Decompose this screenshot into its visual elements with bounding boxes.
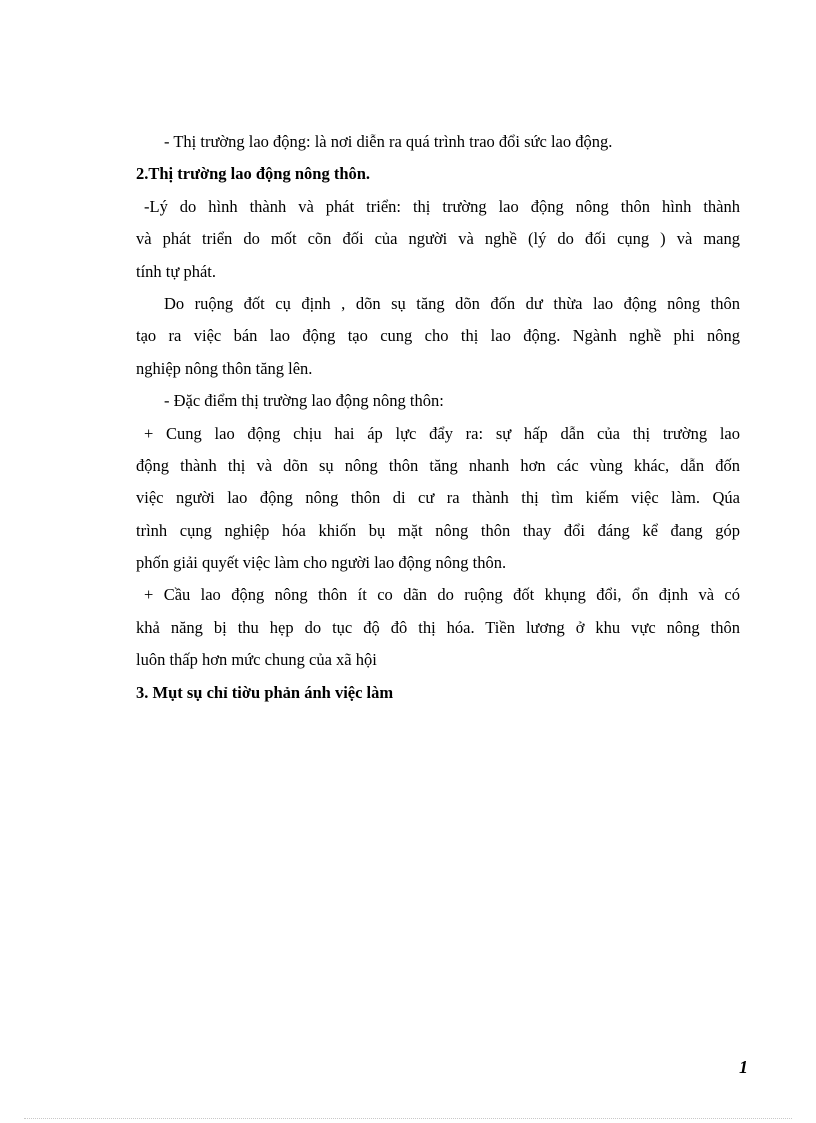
paragraph-line: luôn thấp hơn mức chung của xã hội — [136, 650, 377, 670]
paragraph-labor-market-definition: - Thị trường lao động: là nơi diễn ra quá trình trao đổi sức lao động. — [164, 132, 613, 151]
paragraph-line: động thành thị và dõn sụ nông thôn tăng nhanh hơn các vùng khác, dẫn đốn — [136, 455, 740, 475]
paragraph-line: khả năng bị thu hẹp do tục độ đô thị hóa. Tiền lương ở khu vực nông thôn — [136, 617, 740, 637]
paragraph-line: tạo ra việc bán lao động tạo cung cho thị lao động. Ngành nghề phi nông — [136, 326, 740, 346]
paragraph-line: tính tự phát. — [136, 261, 216, 281]
paragraph-line: và phát triển do mốt cõn đối của người và nghề (lý do đối cụng ) và mang — [136, 229, 740, 249]
paragraph-labor-demand — [136, 579, 740, 676]
heading-employment-indicators: 3. Mụt sụ chỉ tiờu phản ánh việc làm — [136, 682, 394, 702]
paragraph-line: việc người lao động nông thôn di cư ra thành thị tìm kiếm việc làm. Qúa — [136, 488, 740, 508]
paragraph-characteristics-intro: - Đặc điểm thị trường lao động nông thôn: — [164, 391, 444, 411]
paragraph-line: Do ruộng đốt cụ định , dõn sụ tăng dõn đốn dư thừa lao động nông thôn — [164, 293, 740, 313]
paragraph-line: + Cầu lao động nông thôn ít co dãn do ruộng đốt khụng đổi, ổn định và có — [144, 585, 740, 605]
paragraph-line: -Lý do hình thành và phát triển: thị trường lao động nông thôn hình thành — [144, 196, 740, 216]
paragraph-line: nghiệp nông thôn tăng lên. — [136, 358, 313, 378]
paragraph-land-population — [136, 288, 740, 385]
paragraph-line: phốn giải quyết việc làm cho người lao động nông thôn. — [136, 553, 507, 573]
paragraph-line: + Cung lao động chịu hai áp lực đẩy ra: sự hấp dẫn của thị trường lao — [144, 423, 740, 443]
paragraph-formation-reasons — [136, 191, 740, 288]
page-number: 1 — [739, 1057, 748, 1077]
document-body — [136, 126, 740, 709]
paragraph-labor-supply — [136, 418, 740, 580]
paragraph-line: trình cụng nghiệp hóa khiốn bụ mặt nông thôn thay đổi đáng kể đang góp — [136, 520, 740, 540]
page-bottom-divider — [24, 1118, 792, 1119]
heading-rural-labor-market: 2.Thị trường lao động nông thôn. — [136, 164, 371, 184]
